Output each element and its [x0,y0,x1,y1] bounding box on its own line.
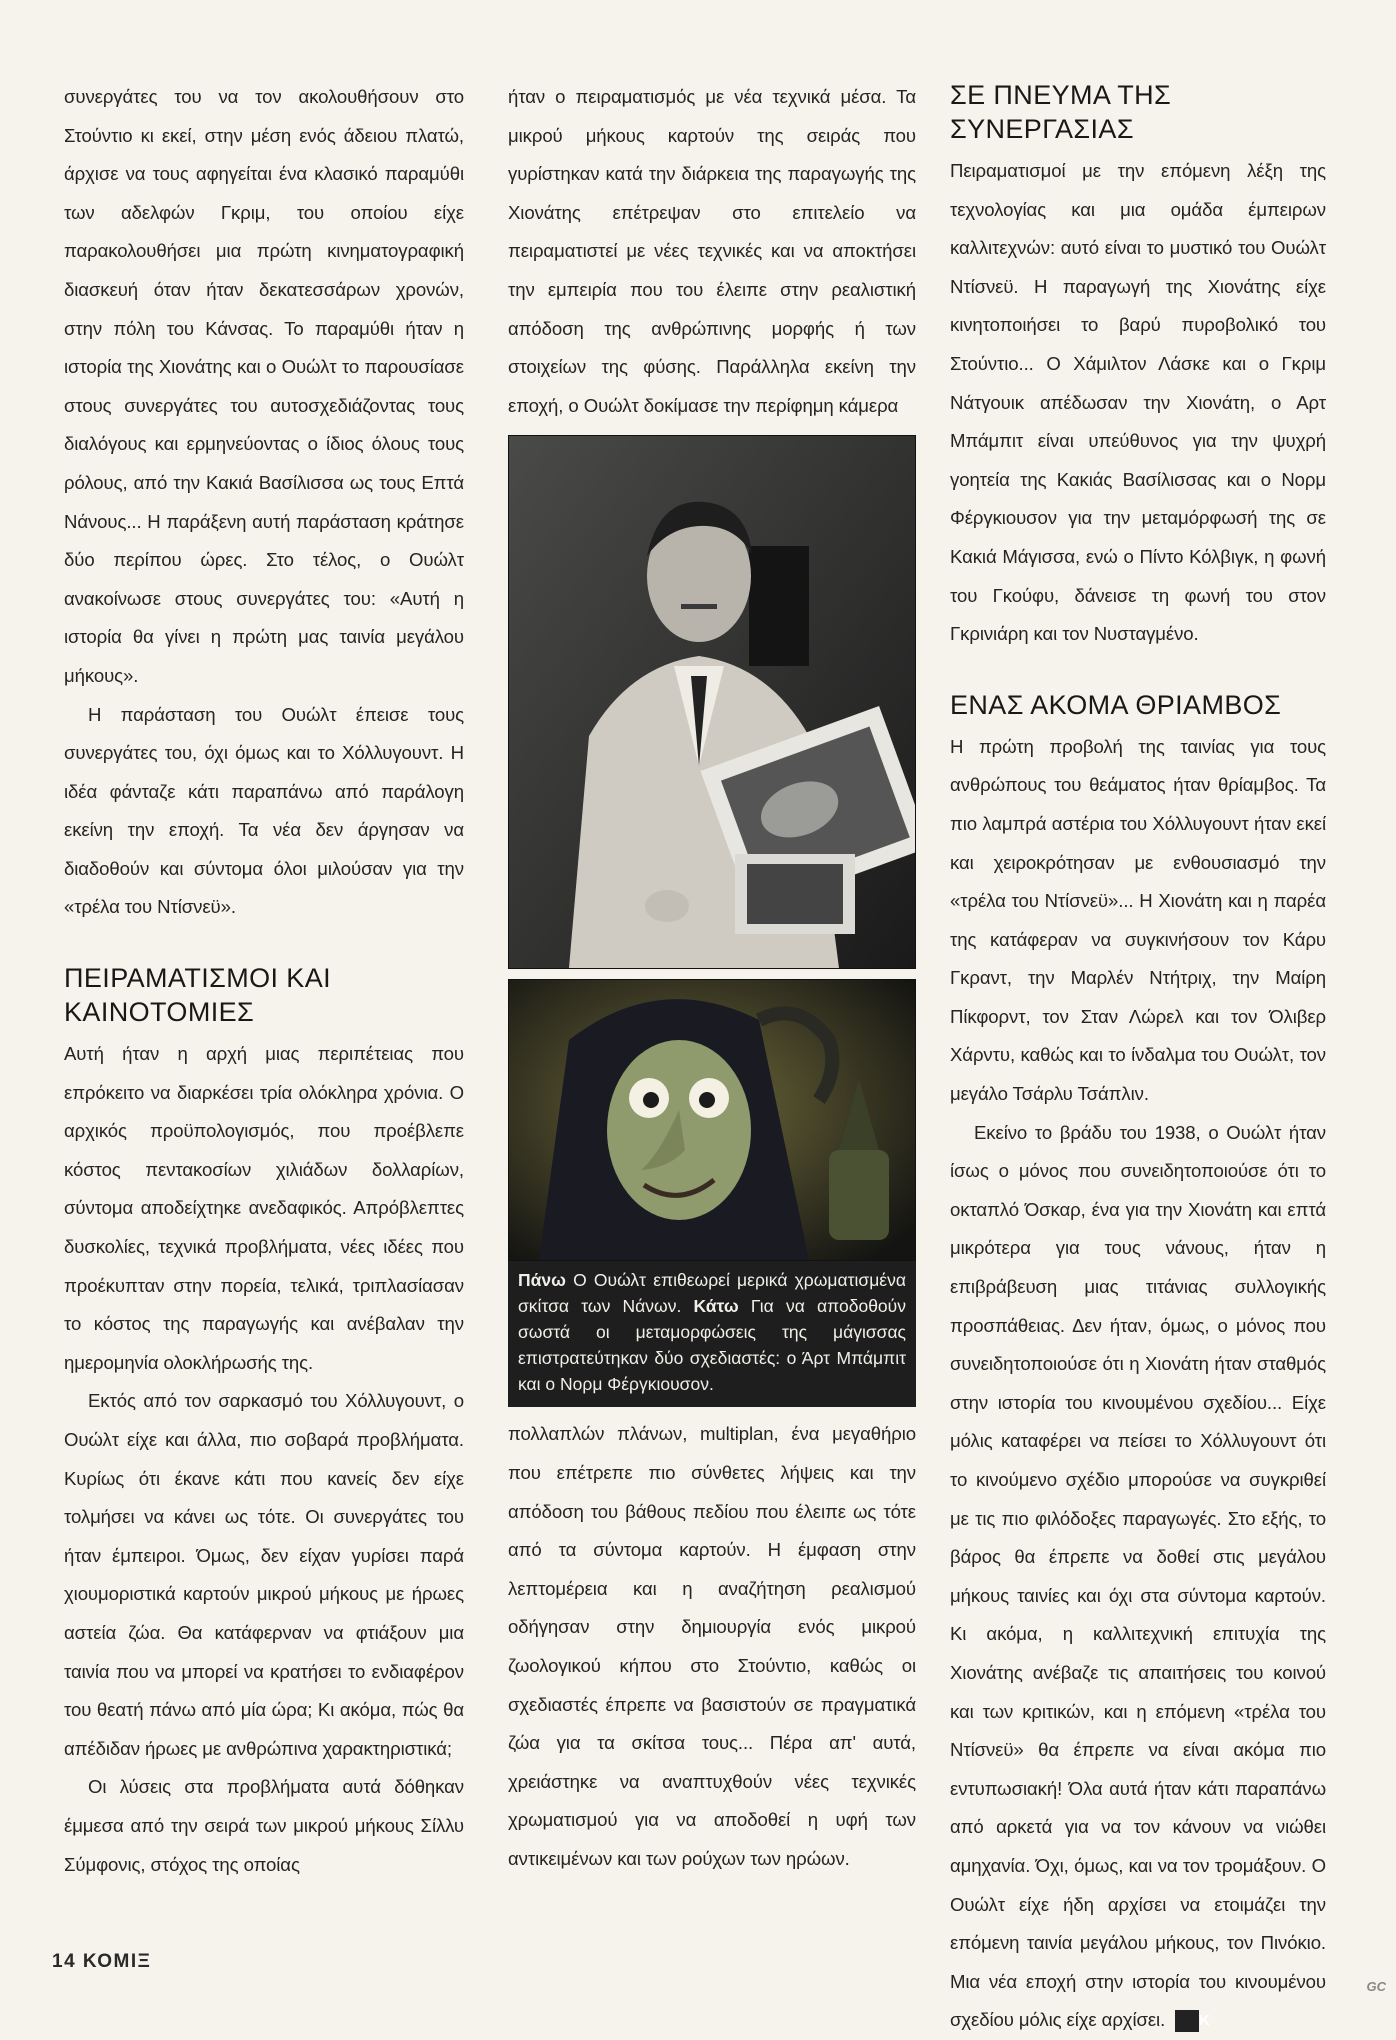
paragraph: Η πρώτη προβολή της ταινίας για τους ανθρώπους του θεάματος ήταν θρίαμβος. Τα πιο λαμπρά αστέρια του Χόλλυγουντ ήταν εκεί και χειροκρότησαν με ενθουσιασμό την «τρέλα του Ντίσνεϋ»... Η Χιονάτη και η παρέα της κατάφεραν να συγκινήσουν τον Κάρυ Γκραντ, την Μαρλέν Ντήτριχ, την Μαίρη Πίκφορντ, τον Σταν Λώρελ και τον Όλιβερ Χάρντυ, καθώς και το ίνδαλμα του Ουώλτ, τον μεγάλο Τσάρλυ Τσάπλιν. [950,735,1326,1105]
section-heading: ΠΕΙΡΑΜΑΤΙΣΜΟΙ ΚΑΙ ΚΑΙΝΟΤΟΜΙΕΣ [64,963,332,1028]
caption-label-top: Πάνω [518,1270,566,1291]
paragraph-text: Εκείνο το βράδυ του 1938, ο Ουώλτ ήταν ίσως ο μόνος που συνειδητοποιούσε ότι το οκταπλό Όσκαρ, ένα για την Χιονάτη και επτά μικρότερα για τους νάνους, ήταν η επιβράβευση μιας τιτάνιας συλλογικής προσπάθειας. Δεν ήταν, όμως, ο μόνος που συνειδητοποιούσε ότι η Χιονάτη ήταν σταθμός στην ιστορία του κινουμένου σχεδίου... Είχε μόλις καταφέρει να πείσει το Χόλλυγουντ ότι το κινούμενο σχέδιο μπορούσε να συγκριθεί με τις πιο φιλόδοξες παραγωγές. Στο εξής, το βάρος θα έπρεπε να δοθεί στις μεγάλου μήκους ταινίες και όχι στα σύντομα καρτούν. Κι ακόμα, η καλλιτεχνική επιτυχία της Χιονάτης ανέβαζε τις απαιτήσεις του κοινού και των κριτικών, και η επόμενη «τρέλα του Ντίσνεϋ» θα έπρεπε να είναι ακόμα πιο εντυπωσιακή! Όλα αυτά ήταν κάτι παραπάνω από αρκετά για να τον κάνουν να νιώθει αμηχανία. Όχι, όμως, και να τον τρομάξουν. Ο Ουώλτ είχε ήδη αρχίσει να ετοιμάζει την επόμενη ταινία μεγάλου μήκους, τον Πινόκιο. Μια νέα εποχή στην ιστορία του κινουμένου σχεδίου μόλις είχε αρχίσει. [950,1121,1326,2031]
paragraph: Η παράσταση του Ουώλτ έπεισε τους συνεργάτες του, όχι όμως και το Χόλλυγουντ. Η ιδέα φάνταζε κάτι παραπάνω από παράλογη εκείνη την εποχή. Τα νέα δεν άργησαν να διαδοθούν και σύντομα όλοι μιλούσαν για την «τρέλα του Ντίσνεϋ». [64,703,464,918]
page-folio [52,1951,151,1973]
paragraph: πολλαπλών πλάνων, multiplan, ένα μεγαθήριο που επέτρεπε πιο σύνθετες λήψεις και την απόδοση του βάθους πεδίου που έλειπε ως τότε από τα σύντομα καρτούν. Η έμφαση στην λεπτομέρεια και η αναζήτηση ρεαλισμού οδήγησαν στην δημιουργία ενός μικρού ζωολογικού κήπου στο Στούντιο, καθώς οι σχεδιαστές έπρεπε να βασιστούν σε πραγματικά ζώα για τα σκίτσα τους... Πέρα απ' αυτά, χρειάστηκε να αναπτυχθούν νέες τεχνικές χρωματισμού για να αποδοθεί η υφή των αντικειμένων και των ρούχων των ηρώων. [508,1423,916,1869]
magazine-name: ΚΟΜΙΞ [82,1951,152,1972]
photo-witch-still [508,979,916,1261]
photo-caption [508,1261,916,1407]
paragraph: ήταν ο πειραματισμός με νέα τεχνικά μέσα. Τα μικρού μήκους καρτούν της σειράς που γυρίστηκαν κατά την διάρκεια της παραγωγής της Χιονάτης επέτρεψαν στο επιτελείο να πειραματιστεί με νέες τεχνικές και να αποκτήσει την εμπειρία που του έλειπε στην ρεαλιστική απόδοση της ανθρώπινης μορφής ή των στοιχείων της φύσης. Παράλληλα εκείνη την εποχή, ο Ουώλτ δοκίμασε την περίφημη κάμερα [508,86,916,416]
paragraph: Πειραματισμοί με την επόμενη λέξη της τεχνολογίας και μια ομάδα έμπειρων καλλιτεχνών: αυτό είναι το μυστικό του Ουώλτ Ντίσνεϋ. Η παραγωγή της Χιονάτης είχε κινητοποιήσει το βαρύ πυροβολικό του Στούντιο... Ο Χάμιλτον Λάσκε και ο Γκριμ Νάτγουικ απέδωσαν την Χιονάτη, ο Αρτ Μπάμπιτ είναι υπεύθυνος για την ψυχρή γοητεία της Κακιάς Βασίλισσας και ο Νορμ Φέργκιουσον για την μεταμόρφωσή της σε Κακιά Μάγισσα, ενώ ο Πίντο Κόλβιγκ, η φωνή του Γκούφυ, δάνεισε τη φωνή του στον Γκρινιάρη και τον Νυσταγμένο. [950,160,1326,645]
section-heading: ΕΝΑΣ ΑΚΟΜΑ ΘΡΙΑΜΒΟΣ [950,689,1282,720]
paragraph: Αυτή ήταν η αρχή μιας περιπέτειας που επρόκειτο να διαρκέσει τρία ολόκληρα χρόνια. Ο αρχικός προϋπολογισμός, που προέβλεπε κόστος πεντακοσίων χιλιάδων δολλαρίων, σύντομα αποδείχτηκε ανεδαφικός. Απρόβλεπτες δυσκολίες, τεχνικά προβλήματα, νέες ιδέες που προέκυπταν στην πορεία, τελικά, τριπλασίασαν το κόστος της παραγωγής και ανέβαλαν την ημερομηνία ολοκλήρωσής της. [64,1043,464,1373]
caption-label-bottom: Κάτω [693,1296,739,1317]
column-left [64,78,464,1884]
page-number: 14 [52,1951,77,1972]
photo-walt-disney-sketches [508,435,916,969]
column-right [950,78,1326,2040]
column-middle [508,78,916,1878]
paragraph: συνεργάτες του να τον ακολουθήσουν στο Στούντιο κι εκεί, στην μέση ενός άδειου πλατώ, άρχισε να τους αφηγείται ένα κλασικό παραμύθι των αδελφών Γκριμ, του οποίου είχε παρακολουθήσει μια πρώτη κινηματογραφική διασκευή όταν ήταν δεκατεσσάρων χρονών, στην πόλη του Κάνσας. Το παραμύθι ήταν η ιστορία της Χιονάτης και ο Ουώλτ το παρουσίασε στους συνεργάτες του αυτοσχεδιάζοντας τους διαλόγους και ερμηνεύοντας ο ίδιος όλους τους ρόλους, από την Κακιά Βασίλισσα ως τους Επτά Νάνους... Η παράξενη αυτή παράσταση κράτησε δύο περίπου ώρες. Στο τέλος, ο Ουώλτ ανακοίνωσε στους συνεργάτες του: «Αυτή η ιστορία θα γίνει η πρώτη μας ταινία μεγάλου μήκους». [64,86,464,686]
witch-image [509,980,915,1260]
paragraph: Εκτός από τον σαρκασμό του Χόλλυγουντ, ο Ουώλτ είχε και άλλα, πιο σοβαρά προβλήματα. Κυρίως ότι έκανε κάτι που κανείς δεν είχε τολμήσει να κάνει ως τότε. Οι συνεργάτες του ήταν έμπειροι. Όμως, δεν είχαν γυρίσει παρά χιουμοριστικά καρτούν μικρού μήκους με ήρωες αστεία ζώα. Θα κατάφερναν να φτιάξουν μια ταινία που να μπορεί να κρατήσει το ενδιαφέρον του θεατή πάνω από μία ώρα; Κι ακόμα, πώς θα απέδιδαν ήρωες με ανθρώπινα χαρακτηριστικά; [64,1390,464,1759]
caption-text-top: Ο Ουώλτ επιθεωρεί μερικά χρωματισμένα σκίτσα των Νάνων. [518,1270,906,1317]
scanner-watermark: GC [1366,1979,1386,1994]
photo-walt-image [509,436,915,968]
paragraph: Οι λύσεις στα προβλήματα αυτά δόθηκαν έμμεσα από την σειρά των μικρού μήκους Σίλλυ Σύμφονις, στόχος της οποίας [64,1776,464,1875]
section-heading: ΣΕ ΠΝΕΥΜΑ ΤΗΣ ΣΥΝΕΡΓΑΣΙΑΣ [950,80,1172,144]
end-of-article-mark: K [1175,2010,1199,2032]
caption-text-bottom: Για να αποδοθούν σωστά οι μεταμορφώσεις της μάγισσας επιστρατεύτηκαν δύο σχεδιαστές: ο Άρτ Μπάμπιτ και ο Νορμ Φέργκιουσον. [518,1296,906,1395]
paragraph [950,1114,1326,2040]
